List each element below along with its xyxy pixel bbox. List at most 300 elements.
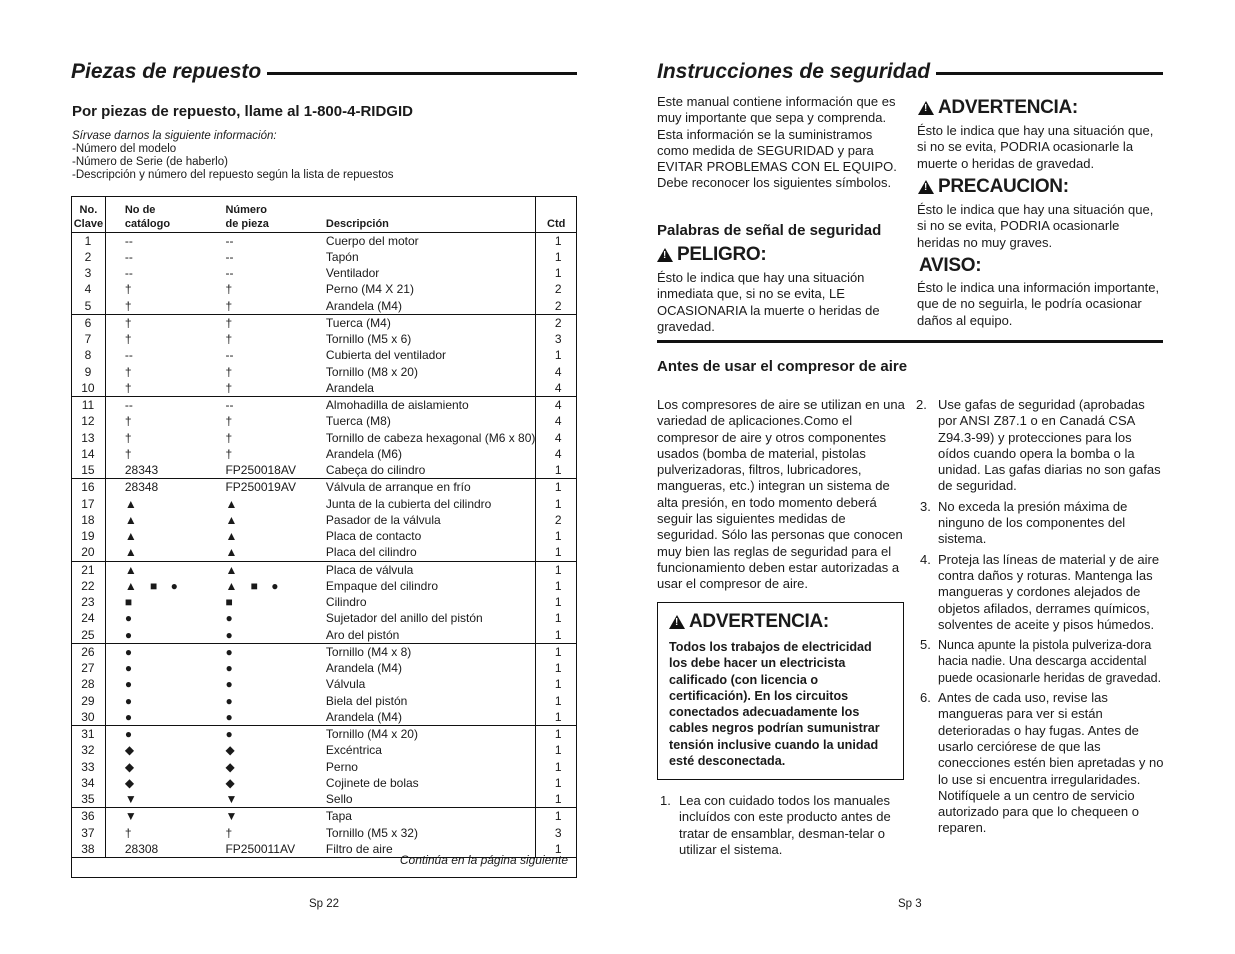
- cell-description: Filtro de aire: [326, 841, 536, 858]
- cell-description: Cuerpo del motor: [326, 232, 536, 249]
- cell-key-no: 4: [72, 281, 105, 297]
- cell-catalog-no: ◆: [124, 775, 140, 790]
- cell-description: Perno (M4 X 21): [326, 281, 536, 297]
- safety-step: [916, 552, 1166, 633]
- safety-step: [916, 397, 1166, 495]
- cell-part-number: ◆: [225, 743, 240, 758]
- step-number: 5.: [920, 637, 931, 653]
- cell-description: Válvula de arranque en frío: [326, 479, 536, 496]
- cell-description: Tapón: [326, 249, 536, 265]
- parts-info-intro: Sírvase darnos la siguiente información:: [72, 130, 277, 142]
- cell-qty: 1: [554, 348, 562, 363]
- right-page-title: [657, 60, 1163, 84]
- right-page-title-text: Instrucciones de seguridad: [657, 60, 931, 83]
- cell-part-number: ▲: [225, 562, 243, 577]
- cell-part-number: †: [225, 380, 325, 397]
- cell-key-no: 27: [72, 660, 105, 676]
- table-row: [72, 726, 576, 743]
- cell-key-no: 25: [72, 627, 105, 644]
- cell-part-number: ●: [225, 693, 238, 708]
- cell-part-number: ●: [225, 727, 238, 741]
- cell-part-number: FP250018AV: [225, 462, 325, 479]
- cell-key-no: 2: [72, 249, 105, 265]
- step-number: 3.: [920, 498, 931, 514]
- cell-part-number: FP250019AV: [225, 480, 296, 495]
- cell-catalog-no: 28348: [124, 480, 159, 495]
- cell-qty: 1: [554, 595, 562, 609]
- table-row: [72, 660, 576, 676]
- cell-part-number: ●: [225, 644, 238, 659]
- cell-catalog-no: †: [124, 446, 132, 461]
- left-page-number: Sp 22: [309, 898, 340, 910]
- cell-description: Tuerca (M4): [326, 314, 536, 331]
- cell-qty: 1: [554, 480, 562, 495]
- cell-part-number: ▲: [225, 529, 243, 543]
- safety-step: [916, 690, 1166, 837]
- cell-part-number: FP250011AV: [225, 841, 325, 858]
- table-row: [72, 693, 576, 709]
- cell-catalog-no: ●: [105, 709, 225, 726]
- step-number: 1.: [660, 793, 671, 808]
- col-header-part-number: [225, 197, 325, 232]
- cell-part-number: ●: [225, 661, 238, 675]
- step-number: 6.: [920, 690, 931, 706]
- cell-key-no: 7: [72, 331, 105, 347]
- table-row: [72, 249, 576, 265]
- col-header-line: de pieza: [225, 217, 269, 230]
- parts-info-item: -Número de Serie (de haberlo): [72, 156, 228, 168]
- cell-description: Tornillo (M5 x 32): [326, 825, 536, 841]
- parts-info-item: -Número del modelo: [72, 143, 177, 155]
- cell-qty: 2: [536, 298, 576, 315]
- cell-description: Aro del pistón: [326, 627, 536, 644]
- cell-catalog-no: 28308: [105, 841, 225, 858]
- cell-part-number: ●: [225, 611, 238, 626]
- cell-description: Cilindro: [326, 594, 536, 610]
- cell-qty: 1: [554, 233, 562, 248]
- cell-description: Arandela: [326, 380, 536, 397]
- table-row: [72, 709, 576, 726]
- cell-key-no: 31: [72, 726, 105, 743]
- cell-description: Tornillo (M4 x 20): [326, 726, 536, 743]
- warning-box-text: Todos los trabajos de electricidad los debe hacer un electricista calificado (con licencia o certificación). En los circuitos conectados adecuadamente los cables negros podrían sumunistrar tensión inclusive cuando la unidad esté desconectada.: [669, 640, 880, 769]
- cell-key-no: 23: [72, 594, 105, 610]
- cell-catalog-no: †: [105, 298, 225, 315]
- cell-key-no: 24: [72, 610, 105, 626]
- cell-qty: 1: [554, 727, 562, 741]
- cell-part-number: --: [225, 233, 234, 248]
- cell-key-no: 30: [72, 709, 105, 726]
- table-row: [72, 281, 576, 297]
- cell-description: Cubierta del ventilador: [326, 347, 536, 363]
- cell-part-number: ▲: [225, 512, 243, 527]
- cell-key-no: 8: [72, 347, 105, 363]
- cell-qty: 1: [536, 709, 576, 726]
- cell-description: Arandela (M4): [326, 709, 536, 726]
- cell-description: Biela del pistón: [326, 693, 536, 709]
- cell-catalog-no: --: [124, 266, 133, 280]
- cell-qty: 4: [554, 430, 562, 445]
- table-row: [72, 298, 576, 315]
- precaucion-label: [918, 176, 1069, 198]
- safety-step: [916, 637, 1166, 686]
- cell-key-no: 15: [72, 462, 105, 479]
- cell-part-number: †: [225, 332, 233, 346]
- step-text: Lea con cuidado todos los manuales incluídos con este producto antes de tratar de ensamblar, desman-telar o utilizar el sistema.: [679, 793, 891, 857]
- table-row: [72, 331, 576, 347]
- cell-qty: 1: [554, 775, 562, 790]
- cell-catalog-no: ▲: [124, 512, 142, 527]
- cell-key-no: 11: [72, 397, 105, 414]
- cell-part-number: †: [225, 430, 233, 445]
- table-row: [72, 578, 576, 594]
- cell-catalog-no: ▲: [124, 562, 142, 577]
- cell-qty: 2: [554, 315, 562, 330]
- safety-step: [657, 793, 902, 858]
- cell-key-no: 35: [72, 791, 105, 808]
- title-rule: [936, 72, 1163, 75]
- cell-description: Cabeça do cilindro: [326, 462, 536, 479]
- cell-qty: 1: [554, 529, 562, 543]
- electrical-warning-box: [657, 602, 904, 780]
- cell-catalog-no: †: [124, 430, 132, 445]
- cell-qty: 4: [536, 380, 576, 397]
- safety-step-list-b: [916, 397, 1166, 837]
- cell-catalog-no: --: [124, 398, 133, 412]
- aviso-label: [919, 255, 981, 277]
- aviso-text: Ésto le indica una información importante, que de no seguirla, le podría ocasionar daños al equipo.: [917, 280, 1160, 328]
- parts-table-frame: [71, 196, 577, 878]
- cell-qty: 1: [554, 809, 562, 824]
- parts-table: [72, 197, 576, 858]
- cell-qty: 1: [554, 677, 562, 692]
- table-row: [72, 759, 576, 775]
- cell-part-number: --: [225, 266, 234, 280]
- cell-description: Arandela (M6): [326, 446, 536, 462]
- cell-part-number: †: [225, 298, 325, 315]
- cell-qty: 1: [554, 693, 562, 708]
- cell-description: Arandela (M4): [326, 660, 536, 676]
- cell-qty: 1: [554, 578, 562, 593]
- cell-description: Arandela (M4): [326, 298, 536, 315]
- cell-description: Perno: [326, 759, 536, 775]
- col-header-line: Clave: [73, 217, 104, 230]
- cell-qty: 3: [554, 332, 562, 346]
- cell-qty: 1: [554, 266, 562, 280]
- col-header-line: catálogo: [124, 217, 171, 230]
- table-row: [72, 528, 576, 544]
- cell-qty: 1: [536, 627, 576, 644]
- cell-catalog-no: ▼: [105, 791, 225, 808]
- cell-key-no: 6: [72, 314, 105, 331]
- step-number: 4.: [920, 551, 931, 567]
- cell-part-number: ▲ ■ ●: [225, 578, 284, 593]
- safety-intro: Este manual contiene información que es muy importante que sepa y comprenda. Esta información se la suministramos como medida de SEGURIDAD y para EVITAR PROBLEMAS CON EL EQUIPO. Debe reconocer los siguientes símbolos.: [657, 94, 897, 191]
- cell-key-no: 17: [72, 496, 105, 512]
- cell-part-number: ●: [225, 677, 238, 692]
- right-page-number: Sp 3: [898, 898, 922, 910]
- cell-description: Excéntrica: [326, 742, 536, 758]
- step-text: Nunca apunte la pistola pulveriza-dora hacia nadie. Una descarga accidental puede ocasionarle heridas de gravedad.: [938, 638, 1162, 685]
- cell-key-no: 38: [72, 841, 105, 858]
- warning-box-label: [669, 611, 892, 633]
- left-page-title: [71, 60, 577, 84]
- cell-catalog-no: †: [124, 414, 132, 429]
- cell-qty: 1: [554, 759, 562, 774]
- peligro-label: [657, 244, 766, 266]
- section-divider: [657, 340, 1163, 343]
- table-row: [72, 808, 576, 825]
- cell-qty: 1: [554, 661, 562, 675]
- cell-catalog-no: ▲ ■ ●: [124, 578, 183, 593]
- cell-part-number: ●: [225, 627, 325, 644]
- cell-key-no: 3: [72, 265, 105, 281]
- cell-qty: 4: [554, 414, 562, 429]
- precaucion-label-text: PRECAUCION:: [938, 176, 1069, 197]
- warning-box-label-text: ADVERTENCIA:: [689, 611, 829, 632]
- cell-catalog-no: ●: [124, 677, 138, 692]
- continued-note: Continúa en la página siguiente: [399, 853, 568, 867]
- cell-catalog-no: ▲: [124, 496, 142, 511]
- cell-qty: 1: [536, 841, 576, 858]
- cell-key-no: 20: [72, 544, 105, 561]
- cell-part-number: †: [225, 364, 233, 379]
- cell-catalog-no: --: [124, 348, 133, 363]
- cell-catalog-no: ●: [124, 693, 138, 708]
- table-row: [72, 512, 576, 528]
- table-row: [72, 791, 576, 808]
- cell-qty: 1: [554, 611, 562, 626]
- cell-qty: 2: [554, 512, 562, 527]
- table-row: [72, 397, 576, 414]
- cell-qty: 1: [536, 791, 576, 808]
- cell-description: Tornillo de cabeza hexagonal (M6 x 80): [325, 430, 536, 445]
- table-row: [72, 314, 576, 331]
- table-row: [72, 446, 576, 462]
- table-row: [72, 742, 576, 758]
- signal-words-heading: Palabras de señal de seguridad: [657, 222, 882, 239]
- cell-description: Sujetador del anillo del pistón: [326, 610, 536, 626]
- cell-catalog-no: ●: [124, 661, 138, 675]
- table-row: [72, 364, 576, 380]
- before-use-heading: Antes de usar el compresor de aire: [657, 358, 908, 375]
- cell-part-number: †: [225, 414, 233, 429]
- cell-part-number: †: [225, 825, 233, 840]
- col-header-qty: Ctd: [536, 197, 576, 232]
- cell-key-no: 9: [72, 364, 105, 380]
- cell-description: Tornillo (M5 x 6): [326, 331, 536, 347]
- safety-step-list-a: [657, 793, 902, 858]
- col-header-line: No.: [79, 203, 98, 216]
- cell-catalog-no: --: [124, 233, 133, 248]
- table-row: [72, 594, 576, 610]
- cell-catalog-no: ◆: [124, 743, 140, 758]
- cell-description: Placa de válvula: [326, 561, 536, 578]
- cell-catalog-no: †: [124, 282, 132, 297]
- cell-key-no: 12: [72, 413, 105, 429]
- cell-part-number: ▼: [225, 809, 243, 824]
- cell-key-no: 1: [72, 232, 105, 249]
- cell-qty: 1: [554, 743, 562, 758]
- cell-qty: 3: [554, 825, 562, 840]
- cell-qty: 4: [554, 364, 562, 379]
- warning-triangle-icon: [669, 615, 685, 629]
- cell-description: Pasador de la válvula: [326, 512, 536, 528]
- cell-part-number: ●: [225, 709, 325, 726]
- cell-key-no: 22: [72, 578, 105, 594]
- cell-qty: 1: [554, 496, 562, 511]
- cell-qty: 1: [554, 249, 562, 264]
- step-text: No exceda la presión máxima de ninguno de los componentes del sistema.: [938, 498, 1128, 547]
- cell-description: Almohadilla de aislamiento: [326, 397, 536, 414]
- table-row: [72, 413, 576, 429]
- cell-catalog-no: †: [105, 380, 225, 397]
- cell-key-no: 16: [72, 479, 105, 496]
- table-row: [72, 825, 576, 841]
- table-row: [72, 430, 576, 446]
- cell-description: Sello: [326, 791, 536, 808]
- advertencia-label-text: ADVERTENCIA:: [938, 97, 1078, 118]
- cell-catalog-no: ◆: [124, 759, 140, 774]
- cell-catalog-no: ▲: [105, 544, 225, 561]
- parts-info-block: [72, 130, 572, 182]
- cell-part-number: ▼: [225, 791, 325, 808]
- cell-catalog-no: ●: [124, 727, 138, 741]
- table-row: [72, 496, 576, 512]
- cell-description: Placa de contacto: [326, 528, 536, 544]
- table-row: [72, 561, 576, 578]
- parts-table-header: [72, 197, 576, 232]
- col-header-catalog: [105, 197, 225, 232]
- col-header-key-no: [72, 197, 105, 232]
- cell-part-number: ▲: [225, 544, 325, 561]
- cell-part-number: †: [225, 446, 233, 461]
- cell-key-no: 37: [72, 825, 105, 841]
- precaucion-text: Ésto le indica que hay una situación que, si no se evita, PODRIA ocasionarle heridas no muy graves.: [917, 202, 1154, 250]
- cell-description: Placa del cilindro: [326, 544, 536, 561]
- table-row: [72, 380, 576, 397]
- cell-key-no: 33: [72, 759, 105, 775]
- cell-qty: 4: [554, 398, 562, 412]
- cell-qty: 2: [554, 282, 562, 297]
- cell-part-number: --: [225, 249, 234, 264]
- cell-description: Válvula: [326, 676, 536, 692]
- cell-part-number: ■: [225, 595, 238, 609]
- cell-catalog-no: --: [124, 249, 133, 264]
- table-row: [72, 462, 576, 479]
- table-row: [72, 544, 576, 561]
- cell-catalog-no: †: [124, 315, 132, 330]
- cell-catalog-no: †: [124, 825, 132, 840]
- advertencia-label: [918, 97, 1078, 119]
- cell-part-number: ▲: [225, 496, 243, 511]
- col-header-description: Descripción: [326, 197, 536, 232]
- cell-catalog-no: ■: [124, 595, 138, 609]
- cell-part-number: ◆: [225, 775, 240, 790]
- cell-part-number: †: [225, 315, 233, 330]
- cell-description: Tapa: [326, 808, 536, 825]
- table-row: [72, 232, 576, 249]
- peligro-label-text: PELIGRO:: [677, 244, 767, 265]
- table-row: [72, 676, 576, 692]
- table-row: [72, 479, 576, 496]
- peligro-text: Ésto le indica que hay una situación inmediata que, si no se evita, LE OCASIONARIA la muerte o heridas de gravedad.: [657, 270, 880, 334]
- table-row: [72, 265, 576, 281]
- warning-triangle-icon: [918, 180, 934, 194]
- cell-description: Junta de la cubierta del cilindro: [326, 496, 536, 512]
- cell-catalog-no: †: [124, 364, 132, 379]
- cell-part-number: †: [225, 282, 233, 297]
- parts-info-item: -Descripción y número del repuesto según la lista de repuestos: [72, 169, 394, 181]
- cell-description: Tornillo (M8 x 20): [326, 364, 536, 380]
- table-row: [72, 643, 576, 660]
- cell-key-no: 14: [72, 446, 105, 462]
- cell-key-no: 34: [72, 775, 105, 791]
- table-row: [72, 775, 576, 791]
- cell-qty: 1: [554, 644, 562, 659]
- parts-phone-heading: Por piezas de repuesto, llame al 1-800-4-RIDGID: [72, 103, 413, 120]
- cell-qty: 4: [554, 446, 562, 461]
- cell-catalog-no: †: [124, 332, 132, 346]
- cell-key-no: 36: [72, 808, 105, 825]
- safety-step: [916, 499, 1166, 548]
- cell-key-no: 28: [72, 676, 105, 692]
- cell-catalog-no: ▲: [124, 529, 142, 543]
- before-use-text: Los compresores de aire se utilizan en una variedad de aplicaciones.Como el compresor de aire y otros componentes usados (bomba de material, pistolas pulverizadoras, filtros, lubricadores, mangueras, etc.) integran un sistema de alta presión, en todo momento deberá seguir las siguientes medidas de seguridad. Sólo las personas que conocen muy bien las reglas de seguridad para el funcionamiento deben estar autorizadas a usar el compresor de aire.: [657, 397, 905, 592]
- cell-description: Tuerca (M8): [326, 413, 536, 429]
- cell-key-no: 19: [72, 528, 105, 544]
- cell-key-no: 32: [72, 742, 105, 758]
- cell-key-no: 13: [72, 430, 105, 446]
- cell-catalog-no: ●: [105, 627, 225, 644]
- cell-description: Tornillo (M4 x 8): [326, 643, 536, 660]
- cell-catalog-no: 28343: [105, 462, 225, 479]
- cell-part-number: --: [225, 398, 234, 412]
- table-row: [72, 347, 576, 363]
- cell-description: Empaque del cilindro: [326, 578, 536, 594]
- table-row: [72, 610, 576, 626]
- warning-triangle-icon: [657, 248, 673, 262]
- cell-key-no: 5: [72, 298, 105, 315]
- cell-catalog-no: ●: [124, 644, 138, 659]
- advertencia-text: Ésto le indica que hay una situación que, si no se evita, PODRIA ocasionarle la muerte o heridas de gravedad.: [917, 123, 1154, 171]
- cell-catalog-no: ●: [124, 611, 138, 626]
- cell-key-no: 21: [72, 561, 105, 578]
- cell-qty: 1: [554, 562, 562, 577]
- cell-key-no: 29: [72, 693, 105, 709]
- cell-qty: 1: [536, 462, 576, 479]
- cell-description: Cojinete de bolas: [326, 775, 536, 791]
- cell-key-no: 18: [72, 512, 105, 528]
- parts-table-body: [72, 232, 576, 858]
- step-text: Antes de cada uso, revise las mangueras para ver si están deterioradas o hay fugas. Antes de usarlo cerciórese de que las conecciones estén bien apretadas y no lo use si encuentra irregularidades. Notifíquele a un centro de servicio autorizado para que lo chequeen o reparen.: [938, 690, 1164, 836]
- cell-catalog-no: ▼: [124, 809, 142, 824]
- cell-key-no: 10: [72, 380, 105, 397]
- step-text: Use gafas de seguridad (aprobadas por ANSI Z87.1 o en Canadá CSA Z94.3-99) y protecciones para los oídos cuando opera la bomba o la unidad. Las gafas diarias no son gafas de seguridad.: [938, 397, 1161, 494]
- cell-part-number: --: [225, 348, 234, 363]
- col-header-line: No de: [124, 203, 156, 216]
- table-row: [72, 627, 576, 644]
- aviso-label-text: AVISO:: [919, 255, 982, 276]
- cell-description: Ventilador: [326, 265, 536, 281]
- title-rule: [267, 72, 577, 75]
- left-page-title-text: Piezas de repuesto: [71, 60, 262, 83]
- col-header-line: Número: [225, 203, 268, 216]
- step-text: Proteja las líneas de material y de aire contra daños y roturas. Mantenga las mangueras y cordones alejados de objetos afilados, derrames químicos, solventes de aceite y pisos húmedos.: [938, 551, 1160, 632]
- cell-qty: 1: [536, 544, 576, 561]
- cell-part-number: ◆: [225, 759, 240, 774]
- warning-triangle-icon: [918, 101, 934, 115]
